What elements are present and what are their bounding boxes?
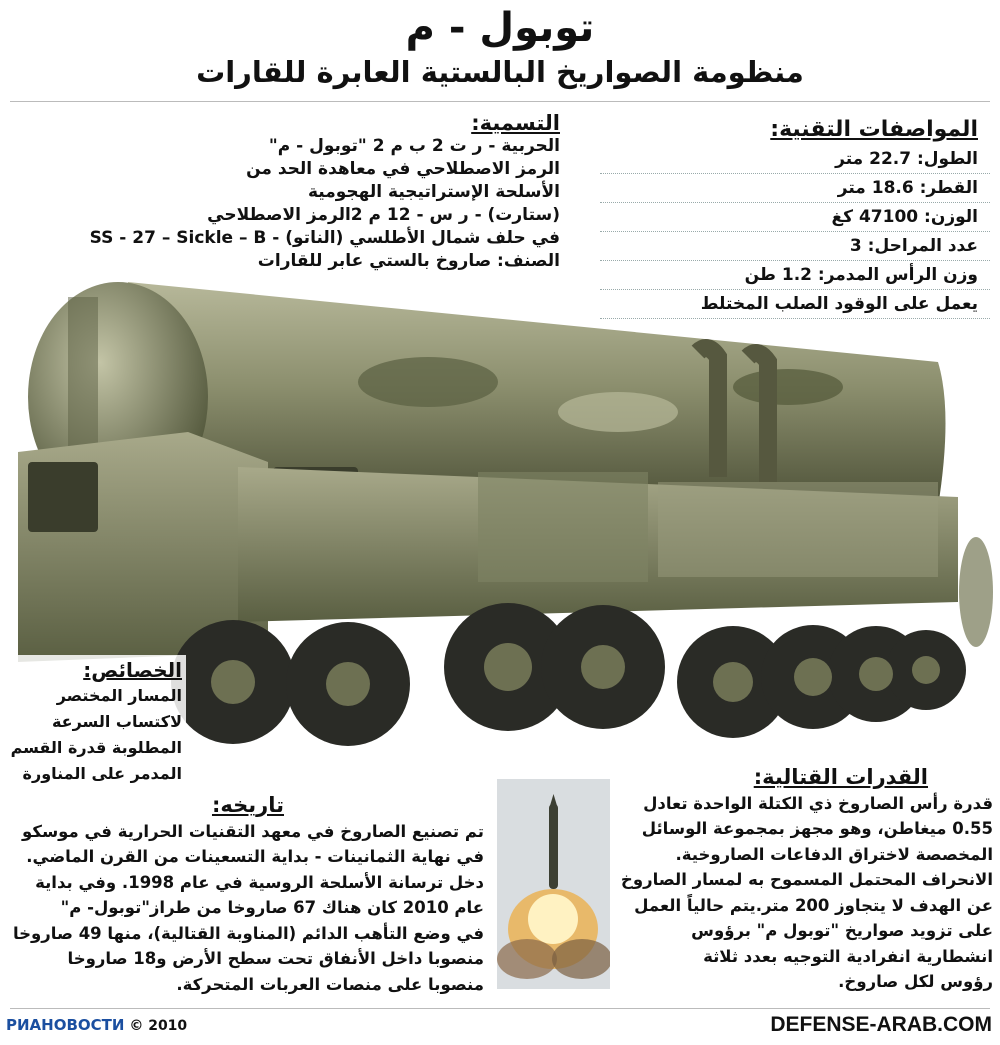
missile-launch-photo bbox=[497, 779, 610, 989]
features-line: لاكتساب السرعة bbox=[51, 712, 182, 731]
features-line: المدمر على المناورة bbox=[22, 764, 182, 783]
header-divider bbox=[10, 101, 990, 102]
features-line: المطلوبة قدرة القسم bbox=[10, 738, 182, 757]
site-name: DEFENSE-ARAB.COM bbox=[770, 1013, 992, 1036]
spec-row-warhead-weight: وزن الرأس المدمر: 1.2 طن bbox=[600, 261, 990, 290]
designation-line: الصنف: صاروخ بالستي عابر للقارات bbox=[257, 251, 560, 271]
combat-line: على تزويد صواريخ "توبول م" برؤوس bbox=[691, 921, 993, 940]
designation-line: في حلف شمال الأطلسي (الناتو) - SS - 27 – Sickle – B bbox=[89, 228, 560, 248]
history-line: منصوبا داخل الأنفاق تحت سطح الأرض و18 صاروخا bbox=[67, 949, 484, 968]
designation-section bbox=[60, 112, 560, 273]
spec-row-fuel: يعمل على الوقود الصلب المختلط bbox=[600, 290, 990, 319]
combat-line: عن الهدف لا يتجاوز 200 متر.يتم حالياً العمل bbox=[634, 895, 993, 915]
designation-line: الرمز الاصطلاحي في معاهدة الحد من bbox=[246, 159, 560, 179]
features-line: المسار المختصر bbox=[56, 686, 182, 705]
ria-novosti-logo: РИАНОВОСТИ bbox=[6, 1016, 125, 1034]
copyright-text: © 2010 bbox=[129, 1018, 188, 1034]
history-line: في نهاية الثمانينات - بداية التسعينات من القرن الماضي. bbox=[26, 847, 484, 866]
combat-capabilities-section bbox=[615, 765, 993, 995]
history-section bbox=[6, 793, 484, 997]
history-line: دخل ترسانة الأسلحة الروسية في عام 1998. وفي بداية bbox=[35, 872, 484, 892]
spec-row-stages: عدد المراحل: 3 bbox=[600, 232, 990, 261]
combat-heading: القدرات القتالية: bbox=[753, 765, 928, 789]
technical-specs-section bbox=[600, 115, 990, 319]
designation-heading: التسمية: bbox=[471, 111, 560, 135]
history-line: منصوبا على منصات العربات المتحركة. bbox=[176, 974, 484, 994]
page-title: توبول - م bbox=[405, 5, 595, 51]
spec-row-length: الطول: 22.7 متر bbox=[600, 145, 990, 174]
spec-row-weight: الوزن: 47100 كغ bbox=[600, 203, 990, 232]
specs-heading: المواصفات التقنية: bbox=[770, 117, 978, 142]
history-heading: تاريخه: bbox=[211, 793, 284, 817]
designation-line: (ستارت) - ر س - 12 م 2الرمز الاصطلاحي bbox=[207, 205, 560, 225]
history-line: عام 2010 كان هناك 67 صاروخا من طراز"توبول- م" bbox=[60, 898, 484, 917]
combat-line: المخصصة لاختراق الدفاعات الصاروخية. bbox=[675, 844, 993, 864]
combat-line: قدرة رأس الصاروخ ذي الكتلة الواحدة تعادل bbox=[643, 793, 993, 813]
combat-line: 0.55 ميغاطن، وهو مجهز بمجموعة الوسائل bbox=[641, 819, 993, 838]
combat-line: انشطارية انفرادية التوجيه بعدد ثلاثة bbox=[703, 946, 993, 966]
history-line: في وضع التأهب الدائم (المناوبة القتالية)، منها 49 صاروخا bbox=[12, 923, 484, 943]
designation-line: الحربية - ر ت 2 ب م 2 "توبول - م" bbox=[268, 136, 560, 156]
page-subtitle: منظومة الصواريخ البالستية العابرة للقارات bbox=[196, 55, 804, 89]
footer-divider bbox=[10, 1008, 990, 1009]
combat-line: الانحراف المحتمل المسموح به لمسار الصاروخ bbox=[620, 870, 993, 889]
combat-line: رؤوس لكل صاروخ. bbox=[838, 972, 993, 991]
features-heading: الخصائص: bbox=[83, 658, 182, 682]
history-line: تم تصنيع الصاروخ في معهد التقنيات الحرارية في موسكو bbox=[22, 821, 484, 841]
designation-line: الأسلحة الإستراتيجية الهجومية bbox=[307, 182, 560, 202]
spec-row-diameter: القطر: 18.6 متر bbox=[600, 174, 990, 203]
footer-credit bbox=[6, 1016, 187, 1034]
features-section bbox=[6, 655, 186, 789]
